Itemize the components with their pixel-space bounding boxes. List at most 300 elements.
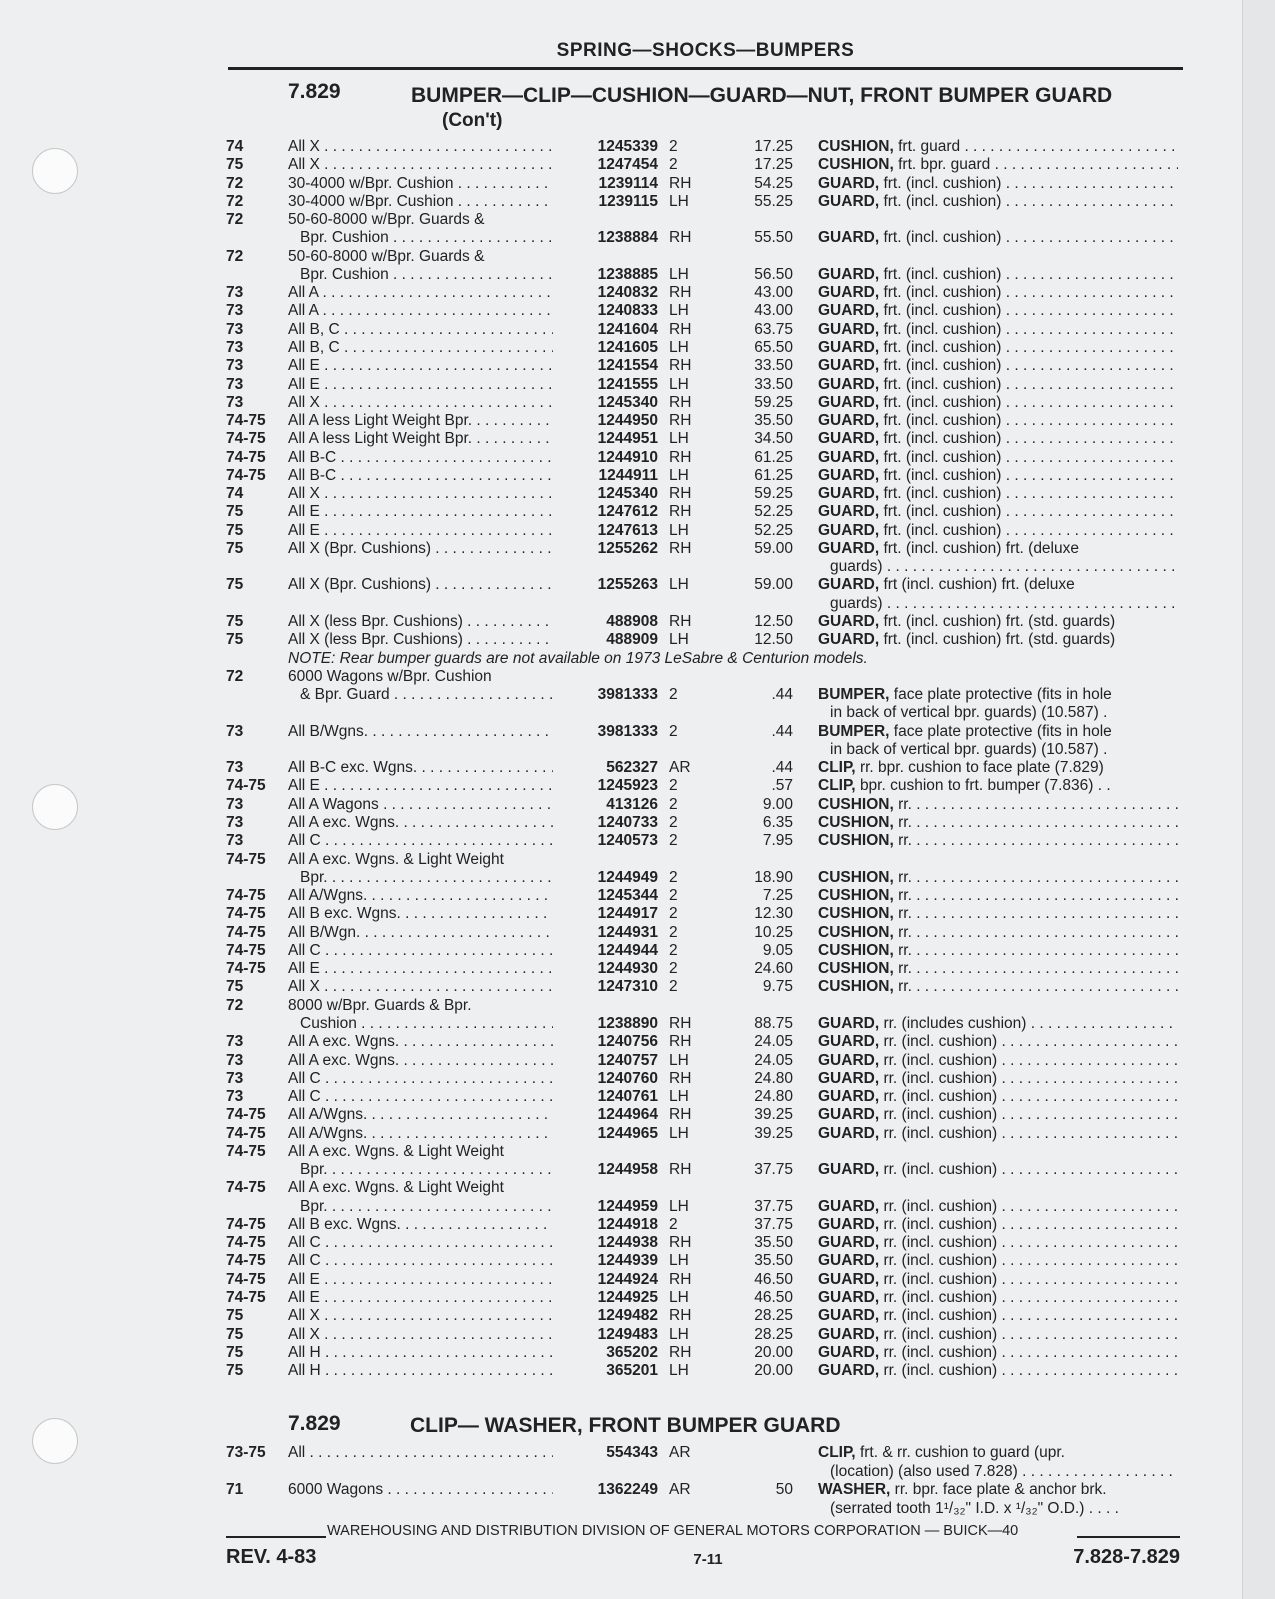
table-row bbox=[0, 1160, 1275, 1179]
year-cell: 74-75 bbox=[226, 1215, 266, 1233]
model-cell: All X . . . bbox=[288, 137, 553, 156]
table-row bbox=[0, 795, 1275, 814]
table-row bbox=[0, 375, 1275, 394]
quantity-cell: 2 bbox=[669, 941, 678, 959]
item-description: (serrated tooth 1¹/₃₂" I.D. x ¹/₃₂" O.D.) . . . . bbox=[830, 1499, 1119, 1517]
item-description: in back of vertical bpr. guards) (10.587) . bbox=[830, 704, 1108, 722]
item-name: GUARD, bbox=[818, 284, 880, 302]
table-row bbox=[0, 1051, 1275, 1070]
quantity-cell: 2 bbox=[669, 923, 678, 941]
running-head: SPRING—SHOCKS—BUMPERS bbox=[556, 40, 855, 61]
year-cell: 75 bbox=[226, 1307, 244, 1325]
part-number-cell: 3981333 bbox=[597, 722, 658, 740]
year-cell: 74-75 bbox=[226, 448, 266, 466]
model-cell: 30-4000 w/Bpr. Cushion . . . bbox=[288, 174, 553, 193]
part-number-cell: 1240573 bbox=[597, 832, 658, 850]
description-cell bbox=[818, 521, 1178, 540]
quantity-cell: RH bbox=[669, 320, 692, 338]
model-cell: Bpr. . . . bbox=[300, 1197, 553, 1216]
price-cell: 18.90 bbox=[754, 868, 793, 886]
model-cell: All A exc. Wgns. & Light Weight bbox=[288, 850, 504, 868]
year-cell: 73 bbox=[226, 813, 244, 831]
price-cell: 24.05 bbox=[754, 1033, 793, 1051]
description-cell bbox=[818, 155, 1178, 174]
model-cell: Cushion . . . bbox=[300, 1014, 553, 1033]
year-cell: 74-75 bbox=[226, 941, 266, 959]
description-cell bbox=[830, 594, 1178, 613]
year-cell: 74-75 bbox=[226, 850, 266, 868]
year-cell: 73 bbox=[226, 722, 244, 740]
price-cell: 9.75 bbox=[762, 978, 793, 996]
price-cell: 59.00 bbox=[754, 576, 793, 594]
price-cell: 37.75 bbox=[754, 1197, 793, 1215]
model-cell: 8000 w/Bpr. Guards & Bpr. bbox=[288, 996, 472, 1014]
description-cell bbox=[818, 1233, 1178, 1252]
item-name: GUARD, bbox=[818, 375, 880, 393]
description-cell bbox=[818, 1087, 1178, 1106]
item-name: GUARD, bbox=[818, 1106, 880, 1124]
part-number-cell: 1245340 bbox=[597, 393, 658, 411]
table-row bbox=[0, 1215, 1275, 1234]
description-cell bbox=[830, 740, 1178, 759]
item-name: GUARD, bbox=[818, 192, 880, 210]
model-cell: All A exc. Wgns. . . . bbox=[288, 813, 553, 832]
model-cell: All C . . . bbox=[288, 1251, 553, 1270]
item-description: frt. bpr. guard bbox=[898, 156, 991, 174]
model-cell: All . . . bbox=[288, 1443, 553, 1462]
price-cell: 33.50 bbox=[754, 375, 793, 393]
part-number-cell: 1240733 bbox=[597, 813, 658, 831]
quantity-cell: LH bbox=[669, 1362, 689, 1380]
year-cell: 74-75 bbox=[226, 923, 266, 941]
table-row bbox=[0, 539, 1275, 558]
description-cell bbox=[818, 758, 1178, 777]
description-cell bbox=[818, 685, 1178, 704]
description-cell bbox=[818, 1160, 1178, 1179]
item-name: CUSHION, bbox=[818, 138, 894, 155]
item-name: CUSHION, bbox=[818, 868, 894, 886]
description-cell bbox=[818, 1215, 1178, 1234]
model-cell: All A exc. Wgns. . . . bbox=[288, 1051, 553, 1070]
table-row bbox=[0, 265, 1275, 284]
table-row bbox=[0, 393, 1275, 412]
part-number-cell: 562327 bbox=[606, 759, 658, 777]
quantity-cell: LH bbox=[669, 375, 689, 393]
part-number-cell: 1244965 bbox=[597, 1124, 658, 1142]
item-name: GUARD, bbox=[818, 485, 880, 503]
table-row bbox=[0, 923, 1275, 942]
item-name: CLIP, bbox=[818, 1444, 856, 1461]
table-row bbox=[0, 1251, 1275, 1270]
model-cell: All X . . . bbox=[288, 484, 553, 503]
item-description: frt. (incl. cushion) bbox=[883, 466, 1002, 484]
model-cell: Bpr. Cushion . . . bbox=[300, 265, 553, 284]
item-name: GUARD, bbox=[818, 1014, 880, 1032]
price-cell: 35.50 bbox=[754, 1234, 793, 1252]
price-cell: 7.95 bbox=[762, 832, 793, 850]
part-number-cell: 1240833 bbox=[597, 302, 658, 320]
price-cell: 24.80 bbox=[754, 1069, 793, 1087]
model-cell: All A/Wgns. . . . bbox=[288, 1105, 553, 1124]
description-cell bbox=[818, 795, 1178, 814]
model-cell: All X . . . bbox=[288, 1325, 553, 1344]
table-row bbox=[0, 722, 1275, 741]
section-1-subtitle: (Con't) bbox=[442, 110, 503, 131]
item-description: rr. (incl. cushion) bbox=[883, 1051, 998, 1069]
part-number-cell: 1362249 bbox=[597, 1481, 658, 1499]
model-cell: All A exc. Wgns. & Light Weight bbox=[288, 1179, 504, 1197]
item-name: CUSHION, bbox=[818, 832, 894, 850]
table-row bbox=[0, 1197, 1275, 1216]
table-row bbox=[0, 667, 1275, 686]
item-name: WASHER, bbox=[818, 1481, 891, 1499]
year-cell: 75 bbox=[226, 539, 244, 557]
note-text: NOTE: Rear bumper guards are not available on 1973 LeSabre & Centurion models. bbox=[288, 649, 868, 667]
item-name: GUARD, bbox=[818, 1161, 880, 1179]
quantity-cell: RH bbox=[669, 174, 692, 192]
description-cell bbox=[818, 1325, 1178, 1344]
item-name: BUMPER, bbox=[818, 722, 890, 740]
description-cell bbox=[818, 1480, 1178, 1499]
quantity-cell: LH bbox=[669, 1325, 689, 1343]
item-name: GUARD, bbox=[818, 1069, 880, 1087]
year-cell: 74-75 bbox=[226, 905, 266, 923]
year-cell: 72 bbox=[226, 247, 244, 265]
price-cell: 34.50 bbox=[754, 430, 793, 448]
description-cell bbox=[830, 557, 1178, 576]
item-name: GUARD, bbox=[818, 576, 880, 594]
item-description: frt. (incl. cushion) bbox=[883, 393, 1002, 411]
price-cell: 35.50 bbox=[754, 412, 793, 430]
model-cell: All X (Bpr. Cushions) . . . bbox=[288, 539, 553, 558]
quantity-cell: LH bbox=[669, 430, 689, 448]
item-name: CLIP, bbox=[818, 777, 856, 795]
part-number-cell: 1238884 bbox=[597, 229, 658, 247]
item-name: CUSHION, bbox=[818, 923, 894, 941]
description-cell bbox=[818, 429, 1178, 448]
part-number-cell: 554343 bbox=[606, 1444, 658, 1461]
price-cell: 12.30 bbox=[754, 905, 793, 923]
price-cell: .44 bbox=[771, 759, 793, 777]
table-row bbox=[0, 1306, 1275, 1325]
year-cell: 72 bbox=[226, 211, 244, 229]
quantity-cell: LH bbox=[669, 1197, 689, 1215]
model-cell: 50-60-8000 w/Bpr. Guards & bbox=[288, 247, 485, 265]
description-cell bbox=[818, 338, 1178, 357]
item-name: GUARD, bbox=[818, 1215, 880, 1233]
model-cell: All H . . . bbox=[288, 1361, 553, 1380]
table-row bbox=[0, 1178, 1275, 1197]
price-cell: 55.25 bbox=[754, 192, 793, 210]
part-number-cell: 1239115 bbox=[598, 192, 658, 210]
item-name: GUARD, bbox=[818, 613, 880, 631]
footer-rule-left bbox=[226, 1536, 326, 1538]
part-number-cell: 1241605 bbox=[597, 338, 658, 356]
model-cell: All X (less Bpr. Cushions) . . . bbox=[288, 630, 553, 649]
description-cell bbox=[818, 1124, 1178, 1143]
price-cell: 17.25 bbox=[754, 156, 793, 174]
year-cell: 74-75 bbox=[226, 1142, 266, 1160]
item-name: CUSHION, bbox=[818, 156, 894, 174]
description-cell bbox=[818, 1197, 1178, 1216]
price-cell: 39.25 bbox=[754, 1106, 793, 1124]
item-description: face plate protective (fits in hole bbox=[893, 722, 1112, 740]
description-cell bbox=[818, 1251, 1178, 1270]
description-cell bbox=[818, 356, 1178, 375]
price-cell: 37.75 bbox=[754, 1215, 793, 1233]
model-cell: 50-60-8000 w/Bpr. Guards & bbox=[288, 211, 485, 229]
description-cell bbox=[818, 283, 1178, 302]
description-cell bbox=[818, 1051, 1178, 1070]
part-number-cell: 1244950 bbox=[597, 412, 658, 430]
price-cell: 37.75 bbox=[754, 1161, 793, 1179]
description-cell bbox=[830, 1462, 1178, 1481]
item-description: rr. (incl. cushion) bbox=[883, 1270, 998, 1288]
table-row bbox=[0, 1288, 1275, 1307]
price-cell: 9.00 bbox=[762, 795, 793, 813]
description-cell bbox=[818, 813, 1178, 832]
year-cell: 75 bbox=[226, 1343, 244, 1361]
quantity-cell: LH bbox=[669, 521, 689, 539]
item-description: frt. (incl. cushion) frt. (std. guards) bbox=[883, 631, 1116, 649]
part-number-cell: 1240760 bbox=[597, 1069, 658, 1087]
table-row bbox=[0, 1499, 1275, 1518]
item-name: GUARD, bbox=[818, 338, 880, 356]
part-number-cell: 365201 bbox=[606, 1362, 658, 1380]
year-cell: 73 bbox=[226, 393, 244, 411]
item-description: frt. guard bbox=[898, 138, 961, 155]
year-cell: 73 bbox=[226, 357, 244, 375]
table-row bbox=[0, 1032, 1275, 1051]
model-cell: All B-C . . . bbox=[288, 448, 553, 467]
quantity-cell: AR bbox=[669, 1444, 691, 1461]
year-cell: 74-75 bbox=[226, 1289, 266, 1306]
quantity-cell: RH bbox=[669, 485, 692, 503]
table-row bbox=[0, 484, 1275, 503]
item-description: frt (incl. cushion) frt. (deluxe bbox=[883, 576, 1075, 594]
price-cell: 46.50 bbox=[754, 1289, 793, 1306]
part-number-cell: 1244910 bbox=[597, 448, 658, 466]
table-row bbox=[0, 776, 1275, 795]
item-description: face plate protective (fits in hole bbox=[893, 686, 1112, 704]
price-cell: 28.25 bbox=[754, 1325, 793, 1343]
description-cell bbox=[818, 977, 1178, 996]
description-cell bbox=[818, 1288, 1178, 1307]
price-cell: 39.25 bbox=[754, 1124, 793, 1142]
part-number-cell: 1244924 bbox=[597, 1270, 658, 1288]
model-cell: All X . . . bbox=[288, 1306, 553, 1325]
quantity-cell: 2 bbox=[669, 978, 678, 996]
description-cell bbox=[818, 831, 1178, 850]
price-cell: 61.25 bbox=[754, 466, 793, 484]
table-row bbox=[0, 1462, 1275, 1481]
footer-section-range: 7.828-7.829 bbox=[1073, 1546, 1180, 1568]
part-number-cell: 1244917 bbox=[597, 905, 658, 923]
year-cell: 75 bbox=[226, 503, 244, 521]
item-description: guards) bbox=[830, 558, 883, 576]
price-cell: 65.50 bbox=[754, 338, 793, 356]
model-cell: Bpr. . . . bbox=[300, 1160, 553, 1179]
year-cell: 73 bbox=[226, 1069, 244, 1087]
item-name: GUARD, bbox=[818, 302, 880, 320]
quantity-cell: RH bbox=[669, 1343, 692, 1361]
table-row bbox=[0, 1325, 1275, 1344]
table-row bbox=[0, 155, 1275, 174]
description-cell bbox=[818, 1361, 1178, 1380]
price-cell: 43.00 bbox=[754, 284, 793, 302]
part-number-cell: 488908 bbox=[606, 613, 658, 631]
description-cell bbox=[830, 703, 1178, 722]
table-row bbox=[0, 575, 1275, 594]
quantity-cell: 2 bbox=[669, 722, 678, 740]
year-cell: 74-75 bbox=[226, 412, 266, 430]
price-cell: 12.50 bbox=[754, 613, 793, 631]
part-number-cell: 1244944 bbox=[597, 941, 658, 959]
description-cell bbox=[818, 137, 1178, 156]
year-cell: 72 bbox=[226, 192, 244, 210]
item-description: rr. bpr. face plate & anchor brk. bbox=[894, 1481, 1107, 1499]
model-cell: All A less Light Weight Bpr. . . . bbox=[288, 411, 553, 430]
year-cell: 73 bbox=[226, 284, 244, 302]
item-description: frt. (incl. cushion) bbox=[883, 430, 1002, 448]
table-row bbox=[0, 886, 1275, 905]
part-number-cell: 1244938 bbox=[597, 1234, 658, 1252]
model-cell: All A exc. Wgns. & Light Weight bbox=[288, 1142, 504, 1160]
item-description: frt. & rr. cushion to guard (upr. bbox=[859, 1444, 1065, 1461]
model-cell: All C . . . bbox=[288, 1233, 553, 1252]
price-cell: 24.05 bbox=[754, 1051, 793, 1069]
part-number-cell: 1240832 bbox=[597, 284, 658, 302]
item-description: frt. (incl. cushion) bbox=[883, 412, 1002, 430]
table-row bbox=[0, 338, 1275, 357]
model-cell: All E . . . bbox=[288, 502, 553, 521]
model-cell: All B, C . . . bbox=[288, 320, 553, 339]
year-cell: 75 bbox=[226, 576, 244, 594]
item-name: CUSHION, bbox=[818, 978, 894, 996]
table-row bbox=[0, 502, 1275, 521]
table-row bbox=[0, 850, 1275, 869]
table-row bbox=[0, 411, 1275, 430]
year-cell: 74-75 bbox=[226, 1179, 266, 1197]
part-number-cell: 1249483 bbox=[597, 1325, 658, 1343]
model-cell: 6000 Wagons w/Bpr. Cushion bbox=[288, 667, 492, 685]
item-description: guards) bbox=[830, 594, 883, 612]
item-description: rr. (incl. cushion) bbox=[883, 1234, 998, 1252]
item-name: GUARD, bbox=[818, 1033, 880, 1051]
model-cell: All B-C . . . bbox=[288, 466, 553, 485]
year-cell: 74 bbox=[226, 485, 244, 503]
year-cell: 72 bbox=[226, 667, 244, 685]
price-cell: 63.75 bbox=[754, 320, 793, 338]
section-2-title: CLIP— WASHER, FRONT BUMPER GUARD bbox=[410, 1414, 841, 1437]
year-cell: 73 bbox=[226, 832, 244, 850]
item-name: GUARD, bbox=[818, 1197, 880, 1215]
quantity-cell: RH bbox=[669, 1069, 692, 1087]
part-number-cell: 1241555 bbox=[597, 375, 658, 393]
table-row bbox=[0, 703, 1275, 722]
part-number-cell: 1244939 bbox=[597, 1252, 658, 1270]
price-cell: .44 bbox=[771, 722, 793, 740]
price-cell: .44 bbox=[771, 686, 793, 704]
item-name: GUARD, bbox=[818, 521, 880, 539]
part-number-cell: 1245344 bbox=[597, 887, 658, 905]
quantity-cell: RH bbox=[669, 503, 692, 521]
model-cell: All C . . . bbox=[288, 831, 553, 850]
item-name: GUARD, bbox=[818, 320, 880, 338]
item-description: rr. (incl. cushion) bbox=[883, 1252, 998, 1270]
quantity-cell: RH bbox=[669, 1270, 692, 1288]
item-description: frt. (incl. cushion) bbox=[883, 338, 1002, 356]
price-cell: 24.60 bbox=[754, 960, 793, 978]
description-cell bbox=[818, 612, 1178, 631]
description-cell bbox=[818, 301, 1178, 320]
item-description: frt. (incl. cushion) bbox=[883, 521, 1002, 539]
item-description: rr. bbox=[898, 978, 912, 996]
model-cell: All X . . . bbox=[288, 393, 553, 412]
description-cell bbox=[818, 722, 1178, 741]
quantity-cell: RH bbox=[669, 1234, 692, 1252]
year-cell: 73 bbox=[226, 338, 244, 356]
part-number-cell: 1239114 bbox=[598, 174, 658, 192]
part-number-cell: 1238885 bbox=[597, 265, 658, 283]
model-cell: All B-C exc. Wgns. . . . bbox=[288, 758, 553, 777]
table-row bbox=[0, 904, 1275, 923]
part-number-cell: 1247612 bbox=[597, 503, 658, 521]
price-cell: 50 bbox=[775, 1481, 793, 1499]
item-name: GUARD, bbox=[818, 265, 880, 283]
description-cell bbox=[818, 1306, 1178, 1325]
part-number-cell: 1247310 bbox=[597, 978, 658, 996]
item-description: rr. (incl. cushion) bbox=[883, 1069, 998, 1087]
model-cell: & Bpr. Guard . . . bbox=[300, 685, 553, 704]
table-row bbox=[0, 868, 1275, 887]
table-row bbox=[0, 283, 1275, 302]
item-description: rr. (incl. cushion) bbox=[883, 1124, 998, 1142]
price-cell: 12.50 bbox=[754, 631, 793, 649]
item-description: frt. (incl. cushion) bbox=[883, 192, 1002, 210]
price-cell: 59.25 bbox=[754, 393, 793, 411]
part-number-cell: 1244959 bbox=[597, 1197, 658, 1215]
description-cell bbox=[818, 265, 1178, 284]
price-cell: 54.25 bbox=[754, 174, 793, 192]
description-cell bbox=[818, 1014, 1178, 1033]
quantity-cell: LH bbox=[669, 302, 689, 320]
item-description: frt. (incl. cushion) bbox=[883, 448, 1002, 466]
description-cell bbox=[830, 1499, 1178, 1518]
description-cell bbox=[818, 393, 1178, 412]
quantity-cell: LH bbox=[669, 1252, 689, 1270]
quantity-cell: 2 bbox=[669, 686, 678, 704]
year-cell: 74-75 bbox=[226, 1234, 266, 1252]
item-description: frt. (incl. cushion) bbox=[883, 320, 1002, 338]
model-cell: All E . . . bbox=[288, 959, 553, 978]
part-number-cell: 1238890 bbox=[597, 1014, 658, 1032]
description-cell bbox=[818, 575, 1178, 594]
item-description: rr. bbox=[898, 923, 912, 941]
table-row bbox=[0, 192, 1275, 211]
model-cell: All A/Wgns. . . . bbox=[288, 1124, 553, 1143]
price-cell: 28.25 bbox=[754, 1307, 793, 1325]
item-description: rr. (incl. cushion) bbox=[883, 1362, 998, 1380]
item-name: GUARD, bbox=[818, 412, 880, 430]
price-cell: 35.50 bbox=[754, 1252, 793, 1270]
table-row bbox=[0, 137, 1275, 156]
model-cell: All B exc. Wgns. . . . bbox=[288, 904, 553, 923]
year-cell: 73 bbox=[226, 1033, 244, 1051]
quantity-cell: 2 bbox=[669, 887, 678, 905]
year-cell: 75 bbox=[226, 631, 244, 649]
model-cell: All X . . . bbox=[288, 155, 553, 174]
